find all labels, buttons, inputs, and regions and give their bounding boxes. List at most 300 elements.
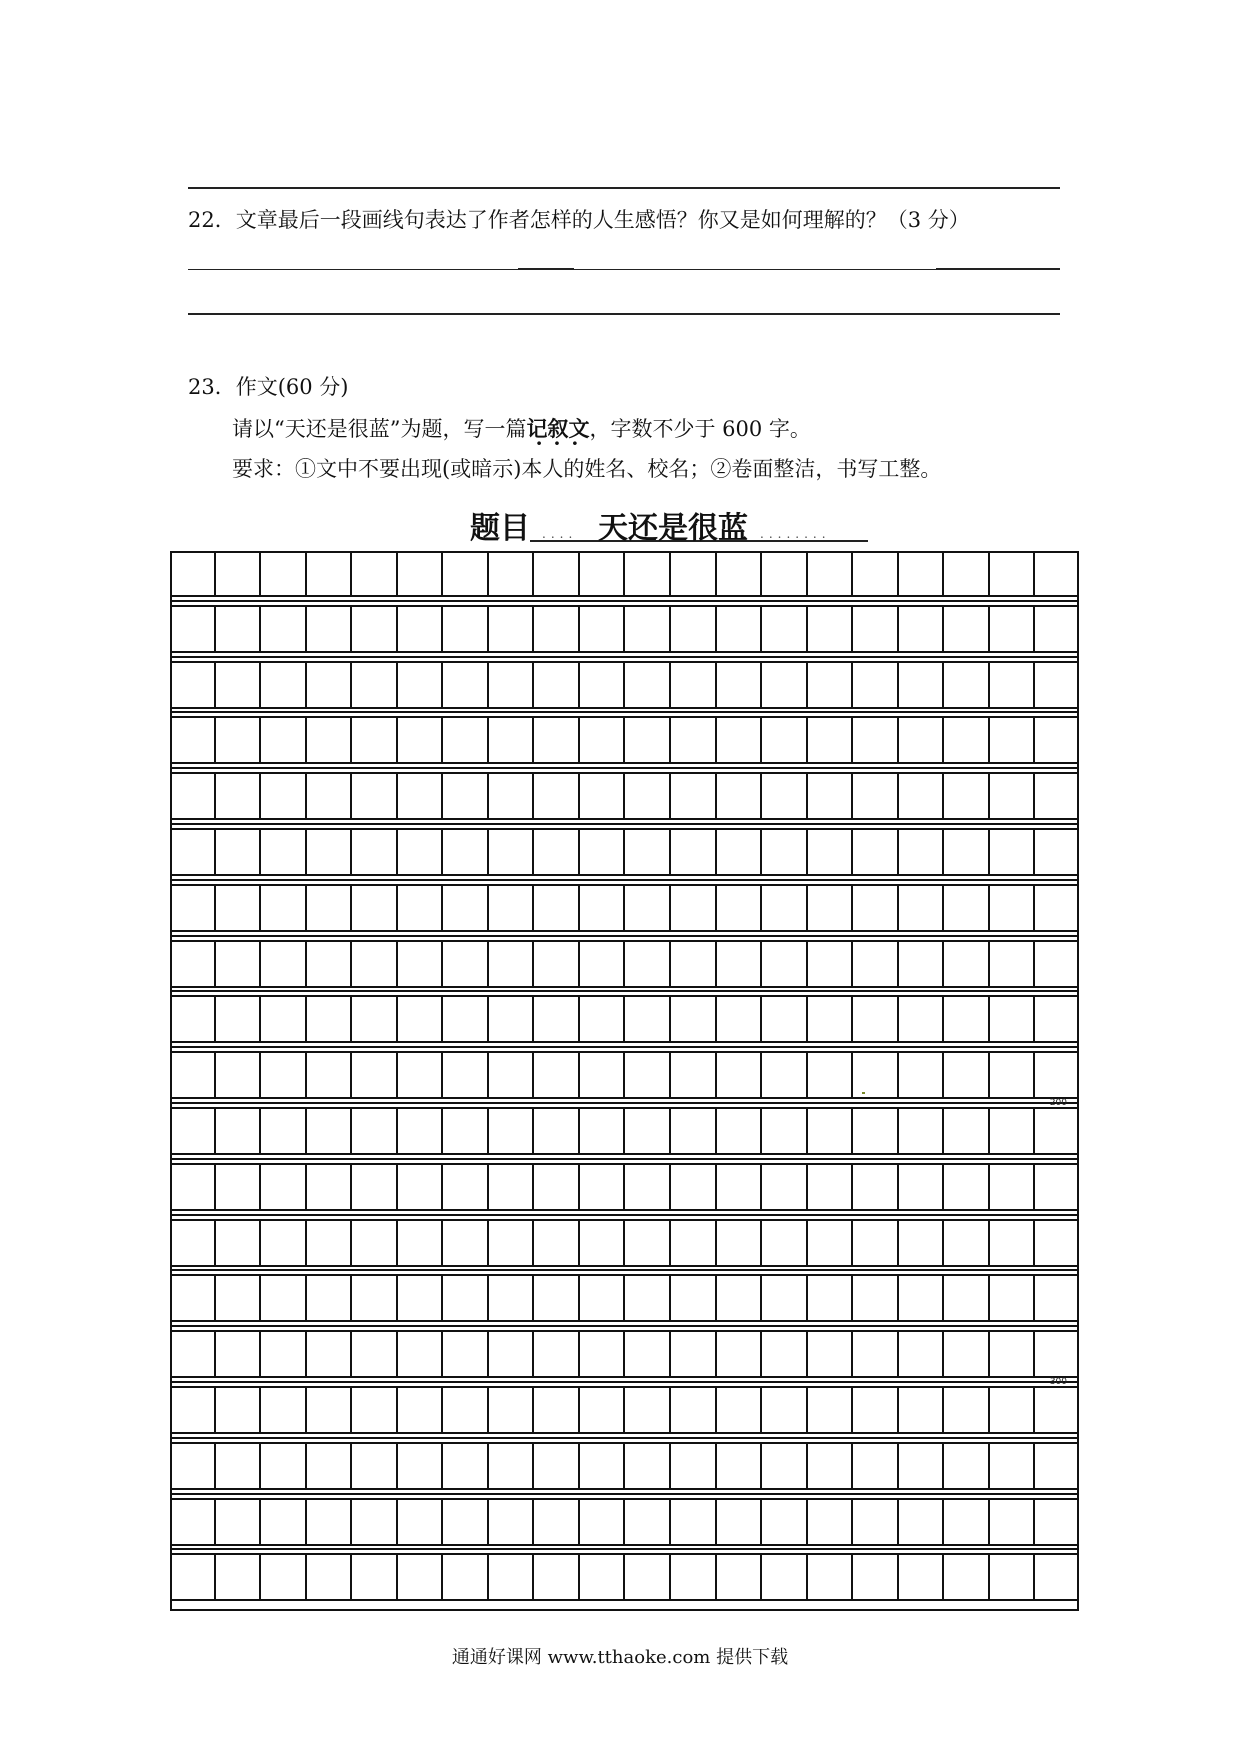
- grid-cell[interactable]: [899, 1388, 945, 1432]
- grid-cell[interactable]: [671, 997, 717, 1041]
- grid-cell[interactable]: [307, 1221, 353, 1265]
- grid-cell[interactable]: [261, 1555, 307, 1599]
- grid-cell[interactable]: [990, 830, 1036, 874]
- grid-cell[interactable]: [580, 718, 626, 762]
- grid-cell[interactable]: [170, 607, 216, 651]
- grid-cell[interactable]: [534, 1555, 580, 1599]
- grid-cell[interactable]: [307, 1388, 353, 1432]
- grid-cell[interactable]: [671, 1555, 717, 1599]
- grid-cell[interactable]: [990, 1276, 1036, 1320]
- grid-cell[interactable]: [944, 997, 990, 1041]
- grid-cell[interactable]: [899, 551, 945, 595]
- grid-cell[interactable]: [307, 1276, 353, 1320]
- grid-cell[interactable]: [398, 830, 444, 874]
- grid-cell[interactable]: [216, 1165, 262, 1209]
- grid-cell[interactable]: [580, 663, 626, 707]
- grid-cell[interactable]: [443, 1165, 489, 1209]
- grid-cell[interactable]: [443, 997, 489, 1041]
- grid-cell[interactable]: [398, 1388, 444, 1432]
- grid-cell[interactable]: [261, 1053, 307, 1097]
- grid-cell[interactable]: [671, 1388, 717, 1432]
- grid-cell[interactable]: [853, 1555, 899, 1599]
- grid-cell[interactable]: [990, 607, 1036, 651]
- grid-cell[interactable]: [944, 1555, 990, 1599]
- grid-cell[interactable]: [352, 551, 398, 595]
- grid-cell[interactable]: [307, 551, 353, 595]
- grid-cell[interactable]: [398, 1109, 444, 1153]
- grid-cell[interactable]: [261, 551, 307, 595]
- grid-cell[interactable]: [216, 1444, 262, 1488]
- grid-cell[interactable]: [352, 1053, 398, 1097]
- grid-cell[interactable]: [489, 1221, 535, 1265]
- grid-cell[interactable]: [990, 663, 1036, 707]
- grid-cell[interactable]: [717, 830, 763, 874]
- grid-cell[interactable]: [808, 607, 854, 651]
- grid-cell[interactable]: [489, 942, 535, 986]
- grid-cell[interactable]: [489, 1500, 535, 1544]
- grid-cell[interactable]: [808, 942, 854, 986]
- grid-cell[interactable]: [580, 1332, 626, 1376]
- grid-cell[interactable]: [443, 1109, 489, 1153]
- grid-cell[interactable]: [398, 551, 444, 595]
- grid-cell[interactable]: [762, 663, 808, 707]
- grid-cell[interactable]: [580, 1165, 626, 1209]
- grid-cell[interactable]: [944, 1109, 990, 1153]
- grid-cell[interactable]: [261, 663, 307, 707]
- grid-cell[interactable]: [443, 830, 489, 874]
- grid-cell[interactable]: [671, 942, 717, 986]
- grid-cell[interactable]: [671, 1276, 717, 1320]
- grid-cell[interactable]: [307, 718, 353, 762]
- grid-cell[interactable]: [990, 886, 1036, 930]
- grid-cell[interactable]: [170, 663, 216, 707]
- grid-cell[interactable]: [352, 1165, 398, 1209]
- grid-cell[interactable]: [261, 1276, 307, 1320]
- grid-cell[interactable]: [580, 774, 626, 818]
- grid-cell[interactable]: [534, 1276, 580, 1320]
- grid-cell[interactable]: [443, 1500, 489, 1544]
- grid-cell[interactable]: [853, 551, 899, 595]
- grid-cell[interactable]: [352, 942, 398, 986]
- grid-cell[interactable]: [307, 1165, 353, 1209]
- grid-cell[interactable]: [489, 886, 535, 930]
- grid-cell[interactable]: [352, 718, 398, 762]
- grid-cell[interactable]: [443, 1221, 489, 1265]
- grid-cell[interactable]: [717, 663, 763, 707]
- grid-cell[interactable]: [671, 663, 717, 707]
- grid-cell[interactable]: [717, 1221, 763, 1265]
- grid-cell[interactable]: [625, 1276, 671, 1320]
- grid-cell[interactable]: [1035, 607, 1079, 651]
- grid-cell[interactable]: [717, 1276, 763, 1320]
- grid-cell[interactable]: [489, 1165, 535, 1209]
- grid-cell[interactable]: [899, 1053, 945, 1097]
- grid-cell[interactable]: [808, 1500, 854, 1544]
- grid-cell[interactable]: [170, 1165, 216, 1209]
- grid-cell[interactable]: [580, 886, 626, 930]
- grid-cell[interactable]: [261, 1500, 307, 1544]
- grid-cell[interactable]: [307, 1332, 353, 1376]
- grid-cell[interactable]: [625, 1500, 671, 1544]
- grid-cell[interactable]: [853, 886, 899, 930]
- grid-cell[interactable]: [762, 942, 808, 986]
- grid-cell[interactable]: [899, 997, 945, 1041]
- grid-cell[interactable]: [990, 1109, 1036, 1153]
- grid-cell[interactable]: [307, 1500, 353, 1544]
- grid-cell[interactable]: [899, 830, 945, 874]
- grid-cell[interactable]: [808, 830, 854, 874]
- grid-cell[interactable]: [671, 1332, 717, 1376]
- grid-cell[interactable]: [717, 1332, 763, 1376]
- grid-cell[interactable]: [443, 942, 489, 986]
- grid-cell[interactable]: [489, 997, 535, 1041]
- grid-cell[interactable]: [1035, 886, 1079, 930]
- grid-cell[interactable]: [352, 830, 398, 874]
- grid-cell[interactable]: [261, 886, 307, 930]
- grid-cell[interactable]: [853, 1165, 899, 1209]
- grid-cell[interactable]: [899, 774, 945, 818]
- grid-cell[interactable]: [352, 997, 398, 1041]
- grid-cell[interactable]: [899, 1444, 945, 1488]
- grid-cell[interactable]: [671, 718, 717, 762]
- grid-cell[interactable]: [762, 551, 808, 595]
- grid-cell[interactable]: [990, 1221, 1036, 1265]
- grid-cell[interactable]: [352, 663, 398, 707]
- grid-cell[interactable]: [307, 1444, 353, 1488]
- grid-cell[interactable]: [307, 663, 353, 707]
- grid-cell[interactable]: [170, 1500, 216, 1544]
- grid-cell[interactable]: [307, 830, 353, 874]
- grid-cell[interactable]: [990, 1165, 1036, 1209]
- grid-cell[interactable]: [580, 1444, 626, 1488]
- grid-cell[interactable]: [170, 551, 216, 595]
- grid-cell[interactable]: [625, 1221, 671, 1265]
- grid-cell[interactable]: [307, 1109, 353, 1153]
- grid-cell[interactable]: [489, 1444, 535, 1488]
- grid-cell[interactable]: [853, 774, 899, 818]
- grid-cell[interactable]: [625, 551, 671, 595]
- grid-cell[interactable]: [853, 997, 899, 1041]
- grid-cell[interactable]: [808, 1444, 854, 1488]
- grid-cell[interactable]: [625, 607, 671, 651]
- grid-cell[interactable]: [899, 1500, 945, 1544]
- grid-cell[interactable]: [443, 1276, 489, 1320]
- grid-cell[interactable]: [717, 1555, 763, 1599]
- grid-cell[interactable]: [489, 718, 535, 762]
- grid-cell[interactable]: [307, 886, 353, 930]
- grid-cell[interactable]: [671, 1221, 717, 1265]
- grid-cell[interactable]: [216, 774, 262, 818]
- grid-cell[interactable]: [625, 830, 671, 874]
- grid-cell[interactable]: [853, 1053, 899, 1097]
- grid-cell[interactable]: [534, 1500, 580, 1544]
- grid-cell[interactable]: [990, 1332, 1036, 1376]
- grid-cell[interactable]: [307, 942, 353, 986]
- grid-cell[interactable]: [1035, 942, 1079, 986]
- grid-cell[interactable]: [216, 997, 262, 1041]
- grid-cell[interactable]: [762, 1276, 808, 1320]
- grid-cell[interactable]: [261, 774, 307, 818]
- grid-cell[interactable]: [170, 942, 216, 986]
- grid-cell[interactable]: [717, 997, 763, 1041]
- grid-cell[interactable]: [762, 1165, 808, 1209]
- grid-cell[interactable]: [398, 1221, 444, 1265]
- grid-cell[interactable]: [853, 1221, 899, 1265]
- grid-cell[interactable]: [944, 1053, 990, 1097]
- grid-cell[interactable]: [307, 1555, 353, 1599]
- grid-cell[interactable]: [671, 1053, 717, 1097]
- grid-cell[interactable]: [944, 551, 990, 595]
- grid-cell[interactable]: [1035, 774, 1079, 818]
- grid-cell[interactable]: [216, 663, 262, 707]
- grid-cell[interactable]: [944, 774, 990, 818]
- grid-cell[interactable]: [534, 663, 580, 707]
- grid-cell[interactable]: [170, 1444, 216, 1488]
- grid-cell[interactable]: [717, 886, 763, 930]
- grid-cell[interactable]: [990, 1388, 1036, 1432]
- grid-cell[interactable]: [1035, 1221, 1079, 1265]
- grid-cell[interactable]: [899, 718, 945, 762]
- grid-cell[interactable]: [534, 1332, 580, 1376]
- grid-cell[interactable]: [534, 1053, 580, 1097]
- grid-cell[interactable]: [580, 1276, 626, 1320]
- grid-cell[interactable]: [625, 942, 671, 986]
- grid-cell[interactable]: [717, 1053, 763, 1097]
- grid-cell[interactable]: [944, 663, 990, 707]
- grid-cell[interactable]: [944, 1444, 990, 1488]
- grid-cell[interactable]: [443, 774, 489, 818]
- grid-cell[interactable]: [170, 1053, 216, 1097]
- grid-cell[interactable]: [1035, 1276, 1079, 1320]
- grid-cell[interactable]: [717, 1500, 763, 1544]
- grid-cell[interactable]: [1035, 551, 1079, 595]
- grid-cell[interactable]: [671, 886, 717, 930]
- grid-cell[interactable]: [625, 1053, 671, 1097]
- grid-cell[interactable]: [944, 830, 990, 874]
- grid-cell[interactable]: [717, 607, 763, 651]
- grid-cell[interactable]: [625, 997, 671, 1041]
- grid-cell[interactable]: [1035, 663, 1079, 707]
- grid-cell[interactable]: [443, 1555, 489, 1599]
- grid-cell[interactable]: [762, 1332, 808, 1376]
- grid-cell[interactable]: [443, 607, 489, 651]
- grid-cell[interactable]: [170, 1388, 216, 1432]
- grid-cell[interactable]: [580, 830, 626, 874]
- grid-cell[interactable]: [352, 1388, 398, 1432]
- grid-cell[interactable]: [534, 1109, 580, 1153]
- grid-cell[interactable]: [625, 1444, 671, 1488]
- grid-cell[interactable]: [853, 830, 899, 874]
- grid-cell[interactable]: [625, 663, 671, 707]
- grid-cell[interactable]: [580, 551, 626, 595]
- grid-cell[interactable]: [398, 886, 444, 930]
- grid-cell[interactable]: [170, 1332, 216, 1376]
- grid-cell[interactable]: [489, 774, 535, 818]
- grid-cell[interactable]: [899, 1165, 945, 1209]
- grid-cell[interactable]: [899, 1555, 945, 1599]
- grid-cell[interactable]: [625, 1332, 671, 1376]
- grid-cell[interactable]: [216, 551, 262, 595]
- grid-cell[interactable]: [625, 1165, 671, 1209]
- grid-cell[interactable]: [671, 1109, 717, 1153]
- grid-cell[interactable]: [398, 718, 444, 762]
- grid-cell[interactable]: [443, 1053, 489, 1097]
- grid-cell[interactable]: [443, 663, 489, 707]
- grid-cell[interactable]: [489, 551, 535, 595]
- grid-cell[interactable]: [352, 1500, 398, 1544]
- grid-cell[interactable]: [216, 607, 262, 651]
- grid-cell[interactable]: [853, 1276, 899, 1320]
- grid-cell[interactable]: [671, 1165, 717, 1209]
- grid-cell[interactable]: [170, 830, 216, 874]
- grid-cell[interactable]: [307, 607, 353, 651]
- grid-cell[interactable]: [625, 886, 671, 930]
- grid-cell[interactable]: [170, 886, 216, 930]
- grid-cell[interactable]: [580, 1109, 626, 1153]
- grid-cell[interactable]: [534, 1221, 580, 1265]
- grid-cell[interactable]: [899, 607, 945, 651]
- grid-cell[interactable]: [261, 830, 307, 874]
- grid-cell[interactable]: [808, 1276, 854, 1320]
- grid-cell[interactable]: [534, 886, 580, 930]
- grid-cell[interactable]: [261, 1388, 307, 1432]
- grid-cell[interactable]: [398, 1165, 444, 1209]
- grid-cell[interactable]: [534, 830, 580, 874]
- grid-cell[interactable]: [352, 607, 398, 651]
- grid-cell[interactable]: [944, 942, 990, 986]
- grid-cell[interactable]: [307, 997, 353, 1041]
- grid-cell[interactable]: [762, 1221, 808, 1265]
- grid-cell[interactable]: [261, 718, 307, 762]
- grid-cell[interactable]: [170, 1109, 216, 1153]
- grid-cell[interactable]: [580, 1053, 626, 1097]
- grid-cell[interactable]: [944, 886, 990, 930]
- grid-cell[interactable]: [762, 1555, 808, 1599]
- grid-cell[interactable]: [990, 997, 1036, 1041]
- grid-cell[interactable]: [944, 1388, 990, 1432]
- grid-cell[interactable]: [489, 1276, 535, 1320]
- grid-cell[interactable]: [899, 886, 945, 930]
- grid-cell[interactable]: [944, 1165, 990, 1209]
- grid-cell[interactable]: [808, 1221, 854, 1265]
- grid-cell[interactable]: [899, 942, 945, 986]
- grid-cell[interactable]: [625, 718, 671, 762]
- grid-cell[interactable]: [352, 1276, 398, 1320]
- grid-cell[interactable]: [990, 1053, 1036, 1097]
- grid-cell[interactable]: [762, 607, 808, 651]
- grid-cell[interactable]: [717, 942, 763, 986]
- grid-cell[interactable]: [808, 1555, 854, 1599]
- grid-cell[interactable]: [580, 1500, 626, 1544]
- grid-cell[interactable]: [170, 1276, 216, 1320]
- grid-cell[interactable]: [671, 830, 717, 874]
- grid-cell[interactable]: [853, 1332, 899, 1376]
- grid-cell[interactable]: [443, 718, 489, 762]
- grid-cell[interactable]: [808, 718, 854, 762]
- grid-cell[interactable]: [899, 1276, 945, 1320]
- grid-cell[interactable]: [580, 607, 626, 651]
- grid-cell[interactable]: [717, 1165, 763, 1209]
- grid-cell[interactable]: [853, 1109, 899, 1153]
- grid-cell[interactable]: [216, 1555, 262, 1599]
- grid-cell[interactable]: [398, 1444, 444, 1488]
- composition-grid[interactable]: [170, 551, 1079, 1611]
- grid-cell[interactable]: [1035, 1332, 1079, 1376]
- grid-cell[interactable]: [534, 774, 580, 818]
- grid-cell[interactable]: [808, 1053, 854, 1097]
- grid-cell[interactable]: [170, 1555, 216, 1599]
- grid-cell[interactable]: [261, 1444, 307, 1488]
- grid-cell[interactable]: [944, 1500, 990, 1544]
- grid-cell[interactable]: [261, 1165, 307, 1209]
- grid-cell[interactable]: [717, 1444, 763, 1488]
- grid-cell[interactable]: [489, 1109, 535, 1153]
- grid-cell[interactable]: [398, 1053, 444, 1097]
- grid-cell[interactable]: [625, 1555, 671, 1599]
- grid-cell[interactable]: [625, 1109, 671, 1153]
- grid-cell[interactable]: [853, 1500, 899, 1544]
- grid-cell[interactable]: [671, 774, 717, 818]
- grid-cell[interactable]: [762, 1444, 808, 1488]
- grid-cell[interactable]: [990, 1500, 1036, 1544]
- grid-cell[interactable]: [762, 886, 808, 930]
- grid-cell[interactable]: [443, 1388, 489, 1432]
- grid-cell[interactable]: [944, 718, 990, 762]
- grid-cell[interactable]: [261, 1332, 307, 1376]
- grid-cell[interactable]: [489, 1555, 535, 1599]
- grid-cell[interactable]: [580, 1388, 626, 1432]
- grid-cell[interactable]: [352, 886, 398, 930]
- grid-cell[interactable]: [443, 1444, 489, 1488]
- grid-cell[interactable]: [261, 1221, 307, 1265]
- grid-cell[interactable]: [489, 1332, 535, 1376]
- grid-cell[interactable]: [990, 718, 1036, 762]
- grid-cell[interactable]: [808, 886, 854, 930]
- grid-cell[interactable]: [489, 607, 535, 651]
- grid-cell[interactable]: [853, 942, 899, 986]
- grid-cell[interactable]: [853, 607, 899, 651]
- grid-cell[interactable]: [899, 663, 945, 707]
- grid-cell[interactable]: [261, 997, 307, 1041]
- grid-cell[interactable]: [170, 997, 216, 1041]
- grid-cell[interactable]: [717, 551, 763, 595]
- grid-cell[interactable]: [808, 1109, 854, 1153]
- grid-cell[interactable]: [534, 607, 580, 651]
- grid-cell[interactable]: [534, 997, 580, 1041]
- grid-cell[interactable]: [808, 1332, 854, 1376]
- grid-cell[interactable]: [216, 886, 262, 930]
- grid-cell[interactable]: [671, 607, 717, 651]
- grid-cell[interactable]: [1035, 1165, 1079, 1209]
- grid-cell[interactable]: [808, 774, 854, 818]
- grid-cell[interactable]: [398, 942, 444, 986]
- grid-cell[interactable]: [398, 997, 444, 1041]
- grid-cell[interactable]: [762, 1053, 808, 1097]
- grid-cell[interactable]: [1035, 1444, 1079, 1488]
- grid-cell[interactable]: [717, 1388, 763, 1432]
- grid-cell[interactable]: [762, 1109, 808, 1153]
- grid-cell[interactable]: [899, 1332, 945, 1376]
- grid-cell[interactable]: [762, 718, 808, 762]
- grid-cell[interactable]: [398, 1555, 444, 1599]
- grid-cell[interactable]: [352, 774, 398, 818]
- grid-cell[interactable]: [216, 830, 262, 874]
- grid-cell[interactable]: [216, 942, 262, 986]
- grid-cell[interactable]: [534, 1388, 580, 1432]
- grid-cell[interactable]: [1035, 1500, 1079, 1544]
- grid-cell[interactable]: [944, 1221, 990, 1265]
- grid-cell[interactable]: [944, 607, 990, 651]
